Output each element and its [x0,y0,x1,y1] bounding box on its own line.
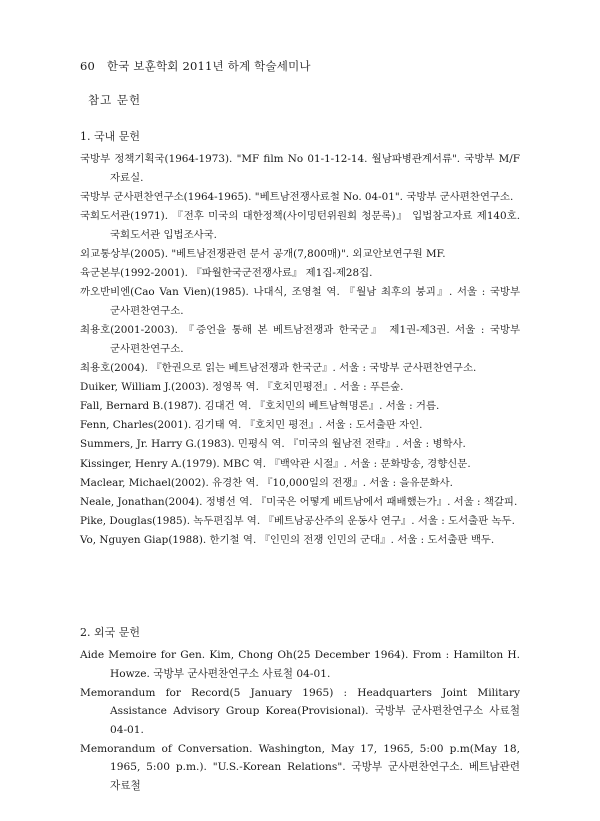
running-title: 한국 보훈학회 2011년 하계 학술세미나 [106,59,311,73]
domestic-heading: 1. 국내 문헌 [80,130,140,143]
reference-item: Duiker, William J.(2003). 정영목 역. 『호치민평전』. 서울 : 푸른숲. [80,380,404,393]
reference-item: 국회도서관(1971). 『전후 미국의 대한정책(사이밍턴위원회 청문록)』 입법참고자료 제140호. 국회도서관 입법조사국. [80,209,520,241]
reference-item: 육군본부(1992-2001). 『파월한국군전쟁사료』 제1집-제28집. [80,266,373,279]
section-title: 참고 문헌 [88,93,142,107]
reference-item: 최용호(2001-2003). 『증언을 통해 본 베트남전쟁과 한국군』 제1권-제3권. 서울 : 국방부 군사편찬연구소. [80,323,520,355]
foreign-reference-list [80,646,520,796]
reference-item: 까오반비엔(Cao Van Vien)(1985). 나대식, 조영철 역. 『월남 최후의 붕괴』. 서울 : 국방부 군사편찬연구소. [80,286,520,317]
reference-item: 국방부 군사편찬연구소(1964-1965). "베트남전쟁사료철 No. 04-01". 국방부 군사편찬연구소. [80,190,514,203]
reference-item: Pike, Douglas(1985). 녹두편집부 역. 『베트남공산주의 운동사 연구』. 서울 : 도서출판 녹두. [80,515,515,528]
reference-item: Summers, Jr. Harry G.(1983). 민평식 역. 『미국의 월남전 전략』. 서울 : 병학사. [80,438,466,451]
reference-item: Fenn, Charles(2001). 김기태 역. 『호치민 평전』. 서울 : 도서출판 자인. [80,419,423,432]
foreign-heading: 2. 외국 문헌 [80,626,140,639]
reference-item: 외교통상부(2005). "베트남전쟁관련 문서 공개(7,800매)". 외교안보연구원 MF. [80,247,446,260]
reference-item: Kissinger, Henry A.(1979). MBC 역. 『백악관 시절』. 서울 : 문화방송, 경향신문. [80,457,471,470]
reference-item: 최용호(2004). 『한권으로 읽는 베트남전쟁과 한국군』. 서울 : 국방부 군사편찬연구소. [80,361,477,374]
reference-item: Memorandum of Conversation. Washington, May 17, 1965, 5:00 p.m(May 18, 1965, 5:00 p.m.). "U.S.-Korean Relations". 국방부 군사편찬연구소. 베트남관련 자료철 [80,742,520,792]
reference-item: Vo, Nguyen Giap(1988). 한기철 역. 『인민의 전쟁 인민의 군대』. 서울 : 도서출판 백두. [80,534,495,547]
running-header [80,58,311,74]
domestic-reference-list [80,150,520,551]
reference-item: Neale, Jonathan(2004). 정병선 역. 『미국은 어떻게 베트남에서 패배했는가』. 서울 : 책갈피. [80,496,518,508]
reference-item: 국방부 정책기획국(1964-1973). "MF film No 01-1-12-14. 월남파병관계서류". 국방부 M/F 자료실. [80,153,520,184]
reference-item: Maclear, Michael(2002). 유경찬 역. 『10,000일의 전쟁』. 서울 : 을유문화사. [80,476,453,489]
reference-item: Memorandum for Record(5 January 1965) : Headquarters Joint Military Assistance Advisory Group Korea(Provisional). 국방부 군사편찬연구소 사료철 04-01. [80,686,520,736]
reference-item: Aide Memoire for Gen. Kim, Chong Oh(25 December 1964). From : Hamilton H. Howze. 국방부 군사편찬연구소 사료철 04-01. [80,649,520,680]
reference-item: Fall, Bernard B.(1987). 김대건 역. 『호치민의 베트남혁명론』. 서울 : 거름. [80,400,440,413]
page-number: 60 [80,59,96,73]
